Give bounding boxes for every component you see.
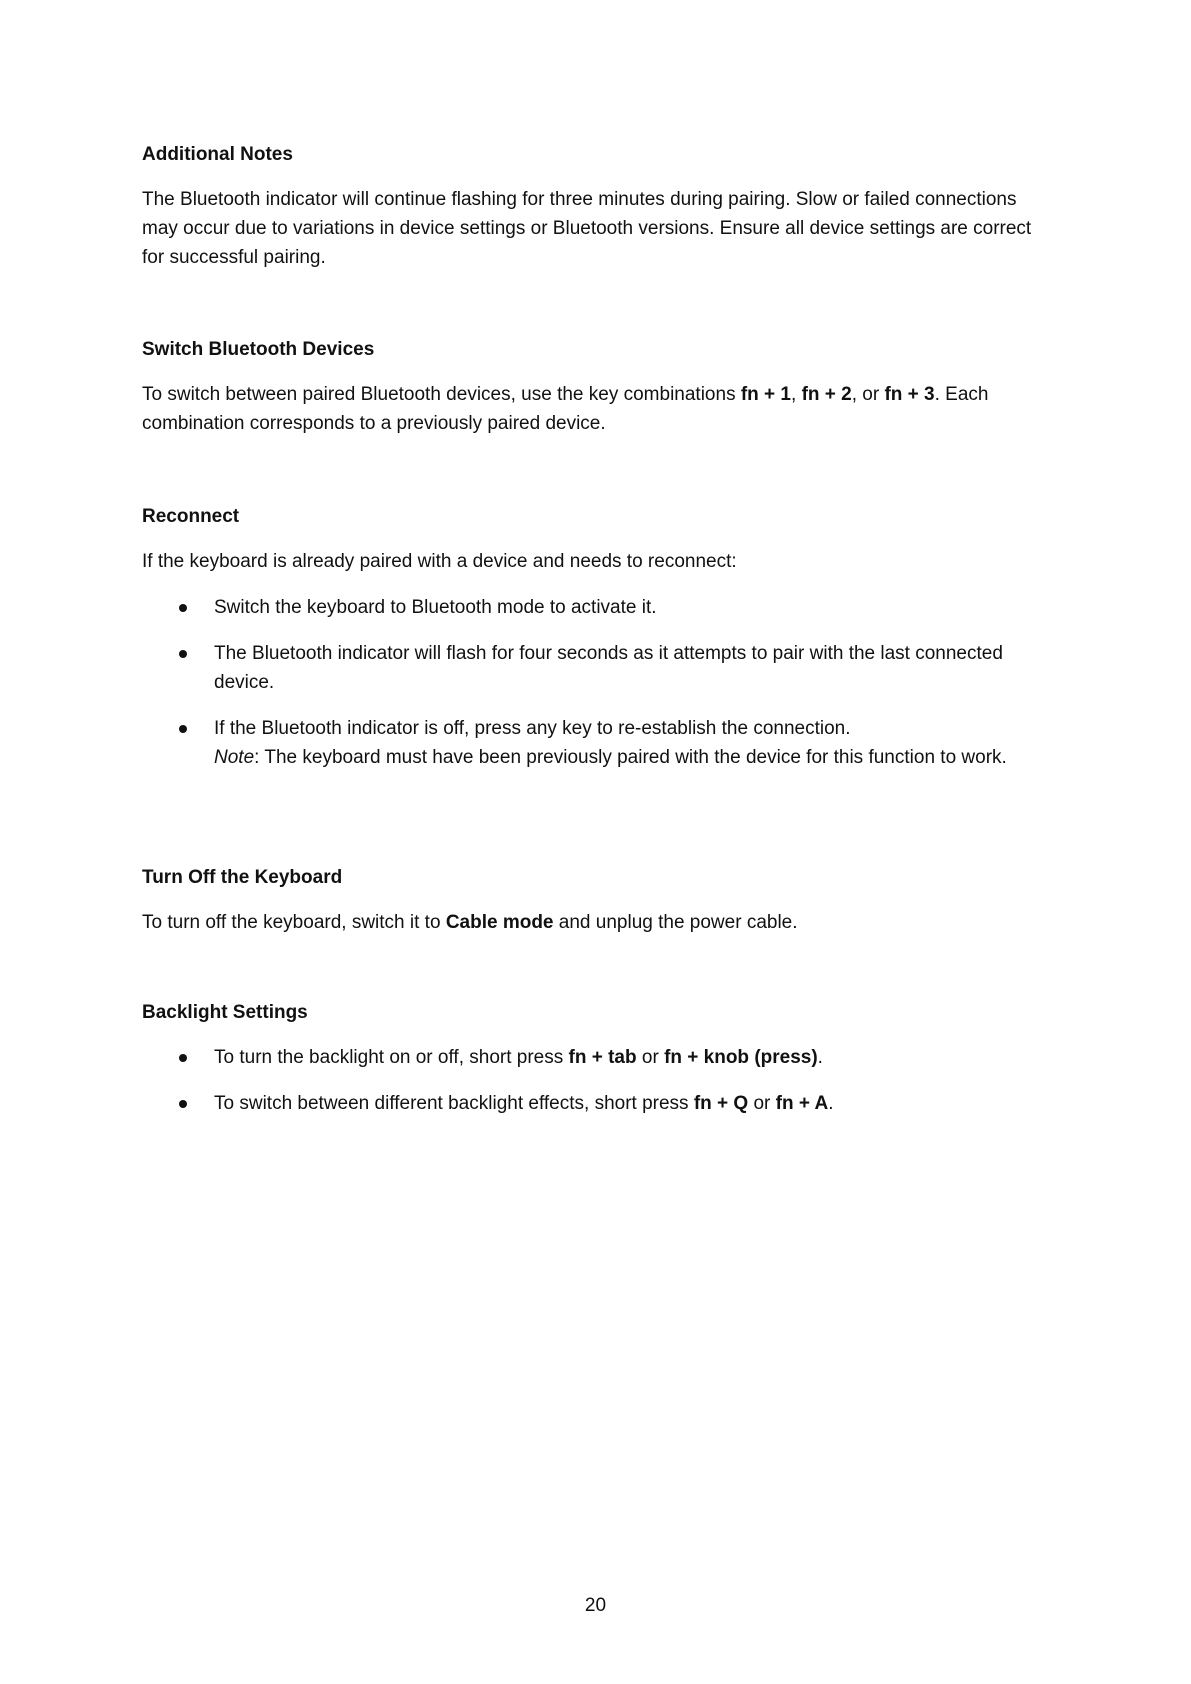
reconnect-list <box>142 593 1042 772</box>
heading-backlight: Backlight Settings <box>142 1002 308 1023</box>
key-combo-fn-1: fn + 1 <box>740 384 791 405</box>
key-combo-fn-knob: fn + knob (press) <box>664 1047 818 1068</box>
switch-devices-text-1: To switch between paired Bluetooth devices, use the key combinations <box>142 384 741 405</box>
reconnect-bullet-2: The Bluetooth indicator will flash for four seconds as it attempts to pair with the last connected device. <box>214 643 1003 693</box>
key-combo-fn-2: fn + 2 <box>801 384 852 405</box>
list-item <box>142 1043 1042 1072</box>
reconnect-intro: If the keyboard is already paired with a device and needs to reconnect: <box>142 551 737 572</box>
heading-additional-notes: Additional Notes <box>142 144 293 165</box>
backlight-b1-end: . <box>817 1047 823 1068</box>
page-number: 20 <box>584 1595 607 1616</box>
backlight-b1-sep: or <box>636 1047 665 1068</box>
section-reconnect <box>142 505 1042 772</box>
bullet-icon <box>179 1100 187 1108</box>
key-combo-fn-q: fn + Q <box>693 1093 749 1114</box>
section-additional-notes <box>142 143 1042 272</box>
section-turn-off <box>142 866 1042 937</box>
list-item <box>142 639 1042 697</box>
bullet-icon <box>179 604 187 612</box>
reconnect-bullet-3: If the Bluetooth indicator is off, press any key to re-establish the connection. <box>214 718 851 739</box>
list-item <box>142 1089 1042 1118</box>
backlight-list <box>142 1043 1042 1118</box>
key-combo-fn-3: fn + 3 <box>884 384 935 405</box>
backlight-b1-text: To turn the backlight on or off, short press <box>214 1047 569 1068</box>
turn-off-body <box>142 908 1042 937</box>
key-combo-fn-a: fn + A <box>775 1093 829 1114</box>
heading-turn-off: Turn Off the Keyboard <box>142 867 343 888</box>
cable-mode-label: Cable mode <box>445 912 554 933</box>
switch-devices-sep-1: , <box>791 384 802 405</box>
bullet-icon <box>179 725 187 733</box>
backlight-b2-sep: or <box>748 1093 776 1114</box>
key-combo-fn-tab: fn + tab <box>568 1047 637 1068</box>
turn-off-text-1: To turn off the keyboard, switch it to <box>142 912 446 933</box>
switch-devices-sep-2: , or <box>851 384 885 405</box>
heading-switch-devices: Switch Bluetooth Devices <box>142 339 375 360</box>
note-label: Note <box>214 747 255 768</box>
bullet-icon <box>179 650 187 658</box>
bullet-icon <box>179 1054 187 1062</box>
heading-reconnect: Reconnect <box>142 506 240 527</box>
section-switch-devices <box>142 338 1042 438</box>
switch-devices-body <box>142 380 1042 438</box>
additional-notes-body: The Bluetooth indicator will continue flashing for three minutes during pairing. Slow or failed connections may occur due to variations in device settings or Bluetooth versions. Ensure all device settings are correct for successful pairing. <box>142 189 1032 268</box>
turn-off-text-2: and unplug the power cable. <box>553 912 798 933</box>
section-backlight <box>142 1001 1042 1118</box>
list-item <box>142 714 1042 772</box>
reconnect-bullet-1: Switch the keyboard to Bluetooth mode to activate it. <box>214 597 657 618</box>
switch-devices-text-2: . Each combination corresponds to a previously paired device. <box>142 384 989 434</box>
backlight-b2-text: To switch between different backlight effects, short press <box>214 1093 694 1114</box>
note-text: : The keyboard must have been previously paired with the device for this function to work. <box>254 747 1007 768</box>
backlight-b2-end: . <box>828 1093 834 1114</box>
list-item <box>142 593 1042 622</box>
